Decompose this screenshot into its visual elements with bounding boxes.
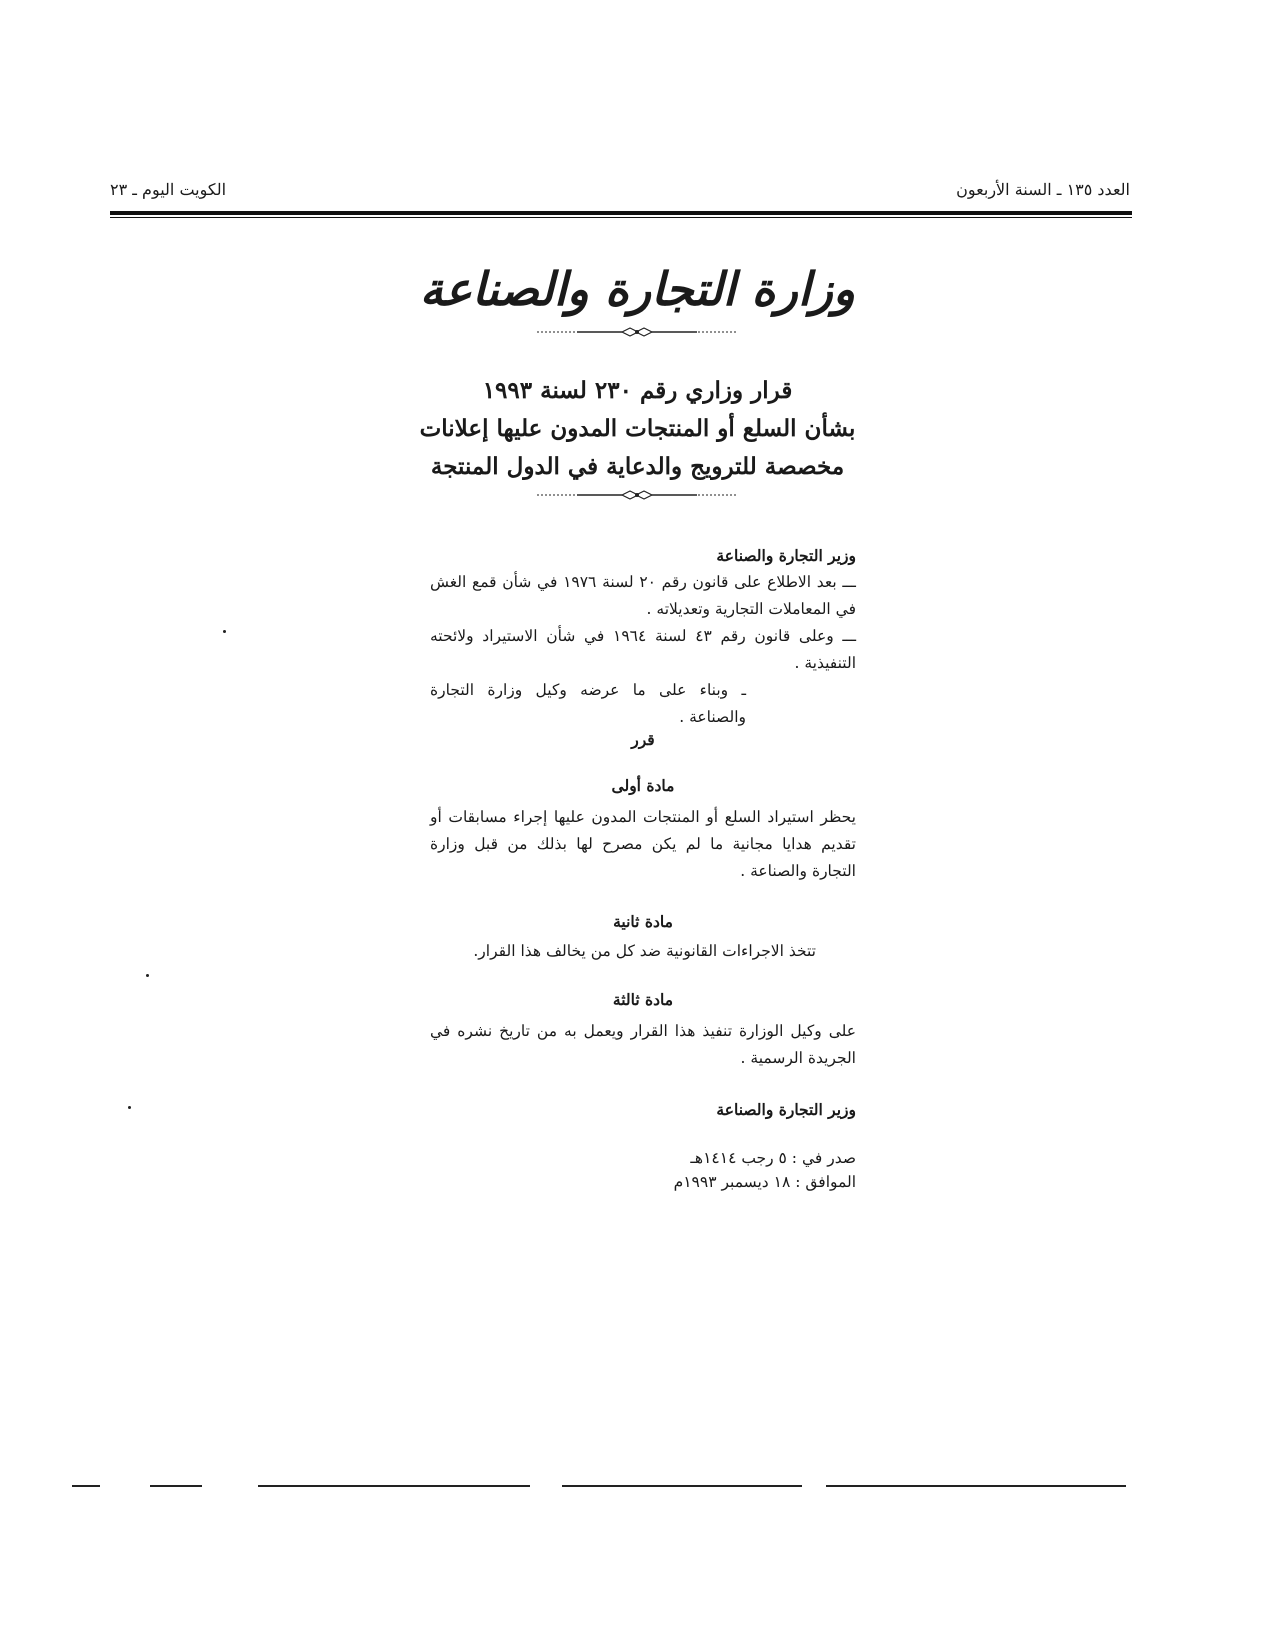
ornament-divider-top xyxy=(537,326,737,338)
corresponding-date: الموافق : ١٨ ديسمبر ١٩٩٣م xyxy=(673,1173,856,1191)
scan-speck xyxy=(223,630,226,633)
decided-label: قرر xyxy=(631,730,655,749)
article-2-heading: مادة ثانية xyxy=(613,912,673,931)
ministry-title: وزارة التجارة والصناعة xyxy=(419,262,856,316)
article-2-text: تتخذ الاجراءات القانونية ضد كل من يخالف هذا القرار. xyxy=(473,942,816,960)
preamble-item: ـ وبناء على ما عرضه وكيل وزارة التجارة والصناعة . xyxy=(430,681,746,726)
preamble-item: ـــ وعلى قانون رقم ٤٣ لسنة ١٩٦٤ في شأن الاستيراد ولائحته التنفيذية . xyxy=(430,627,856,672)
decision-title-line: بشأن السلع أو المنتجات المدون عليها إعلانات xyxy=(419,415,856,442)
article-1-text: يحظر استيراد السلع أو المنتجات المدون عليها إجراء مسابقات أو تقديم هدايا مجانية ما لم يكن مصرح لها بذلك من قبل وزارة التجارة والصناعة . xyxy=(430,808,856,880)
decision-title xyxy=(0,372,1275,486)
header-rule-thin xyxy=(110,217,1132,218)
bottom-rule-segment xyxy=(562,1485,802,1487)
issued-date: صدر في : ٥ رجب ١٤١٤هـ xyxy=(690,1149,856,1167)
decision-title-line: مخصصة للترويج والدعاية في الدول المنتجة xyxy=(430,453,845,480)
preamble xyxy=(430,542,856,731)
ornament-divider-bottom xyxy=(537,489,737,501)
article-3-text: على وكيل الوزارة تنفيذ هذا القرار ويعمل به من تاريخ نشره في الجريدة الرسمية . xyxy=(430,1022,856,1067)
bottom-rule-segment xyxy=(72,1485,100,1487)
article-3-heading: مادة ثالثة xyxy=(612,990,674,1009)
signature: وزير التجارة والصناعة xyxy=(716,1100,856,1119)
bottom-rule-segment xyxy=(826,1485,1126,1487)
page-header xyxy=(110,180,1130,214)
decision-title-line: قرار وزاري رقم ٢٣٠ لسنة ١٩٩٣ xyxy=(482,377,793,404)
preamble-item: ـــ بعد الاطلاع على قانون رقم ٢٠ لسنة ١٩٧٦ في شأن قمع الغش في المعاملات التجارية وتعديلاته . xyxy=(430,573,856,618)
article-1-heading: مادة أولى xyxy=(611,776,675,795)
preamble-heading: وزير التجارة والصناعة xyxy=(716,546,856,565)
publication-name: الكويت اليوم ـ ٢٣ xyxy=(110,180,227,199)
issue-number: العدد ١٣٥ ـ السنة الأربعون xyxy=(956,180,1130,199)
issue-dates xyxy=(656,1146,856,1194)
bottom-rule-segment xyxy=(258,1485,530,1487)
scan-speck xyxy=(146,974,149,977)
bottom-rule-segment xyxy=(150,1485,202,1487)
header-rule-thick xyxy=(110,211,1132,215)
scan-speck xyxy=(128,1106,131,1109)
